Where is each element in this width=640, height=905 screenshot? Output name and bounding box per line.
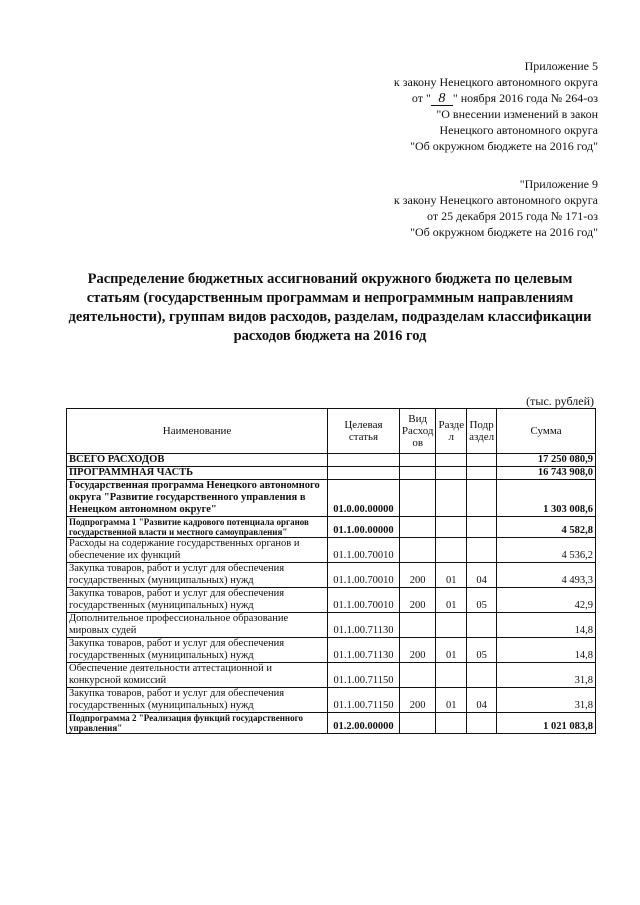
cell-podrazdel [467, 713, 497, 734]
cell-sum: 14,8 [497, 638, 596, 663]
cell-podrazdel [467, 517, 497, 538]
appendix-5-line: "Об окружном бюджете на 2016 год" [410, 139, 598, 153]
cell-vid [399, 517, 436, 538]
cell-vid [399, 613, 436, 638]
table-row [67, 467, 596, 480]
table-row [67, 713, 596, 734]
cell-name: Обеспечение деятельности аттестационной и конкурсной комиссий [67, 663, 328, 688]
cell-podrazdel [467, 538, 497, 563]
cell-vid: 200 [399, 563, 436, 588]
cell-razdel [436, 467, 467, 480]
date-suffix: " ноября 2016 года № 264-оз [452, 91, 598, 105]
cell-name: Закупка товаров, работ и услуг для обеспечения государственных (муниципальных) нужд [67, 688, 328, 713]
cell-podrazdel [467, 467, 497, 480]
cell-sum: 16 743 908,0 [497, 467, 596, 480]
cell-code: 01.1.00.71150 [328, 688, 400, 713]
cell-razdel: 01 [436, 638, 467, 663]
cell-razdel: 01 [436, 588, 467, 613]
table-row [67, 638, 596, 663]
cell-code: 01.1.00.70010 [328, 538, 400, 563]
cell-sum: 4 536,2 [497, 538, 596, 563]
appendix-5-line: "О внесении изменений в закон [436, 107, 598, 121]
cell-code: 01.0.00.00000 [328, 480, 400, 517]
appendix-9-block [338, 176, 598, 240]
appendix-9-line: "Приложение 9 [519, 177, 598, 191]
budget-table [66, 408, 596, 734]
cell-sum: 14,8 [497, 613, 596, 638]
cell-vid [399, 713, 436, 734]
cell-podrazdel [467, 454, 497, 467]
appendix-9-line: "Об окружном бюджете на 2016 год" [410, 225, 598, 239]
appendix-5-block [338, 58, 598, 154]
cell-razdel: 01 [436, 563, 467, 588]
cell-name: ВСЕГО РАСХОДОВ [67, 454, 328, 467]
cell-sum: 1 303 008,6 [497, 480, 596, 517]
cell-name: Государственная программа Ненецкого автономного округа "Развитие государственного управления в Ненецком автономном округе" [67, 480, 328, 517]
cell-sum: 17 250 080,9 [497, 454, 596, 467]
cell-podrazdel [467, 613, 497, 638]
header-name: Наименование [67, 409, 328, 454]
cell-podrazdel [467, 480, 497, 517]
table-row [67, 454, 596, 467]
date-prefix: от " [411, 91, 431, 105]
header-vid: Вид Расход ов [399, 409, 436, 454]
cell-sum: 4 493,3 [497, 563, 596, 588]
appendix-5-date-line [338, 90, 598, 106]
cell-razdel [436, 480, 467, 517]
header-sum: Сумма [497, 409, 596, 454]
cell-razdel [436, 538, 467, 563]
cell-code: 01.1.00.70010 [328, 588, 400, 613]
table-row [67, 538, 596, 563]
cell-vid [399, 480, 436, 517]
units-label: (тыс. рублей) [526, 394, 594, 408]
cell-vid: 200 [399, 588, 436, 613]
header-podrazdel: Подр аздел [467, 409, 497, 454]
cell-name: Закупка товаров, работ и услуг для обеспечения государственных (муниципальных) нужд [67, 588, 328, 613]
cell-razdel [436, 454, 467, 467]
appendix-5-line: Приложение 5 [524, 59, 598, 73]
handwritten-day: 8 [431, 92, 453, 106]
cell-name: Закупка товаров, работ и услуг для обеспечения государственных (муниципальных) нужд [67, 638, 328, 663]
table-row [67, 688, 596, 713]
cell-code: 01.1.00.71130 [328, 638, 400, 663]
cell-sum: 31,8 [497, 688, 596, 713]
appendix-5-line: к закону Ненецкого автономного округа [393, 75, 598, 89]
cell-podrazdel: 04 [467, 563, 497, 588]
table-header-row [67, 409, 596, 454]
cell-name: Закупка товаров, работ и услуг для обеспечения государственных (муниципальных) нужд [67, 563, 328, 588]
cell-vid [399, 467, 436, 480]
cell-name: Расходы на содержание государственных органов и обеспечение их функций [67, 538, 328, 563]
cell-podrazdel: 04 [467, 688, 497, 713]
cell-code: 01.1.00.71130 [328, 613, 400, 638]
appendix-9-line: к закону Ненецкого автономного округа [393, 193, 598, 207]
cell-sum: 4 582,8 [497, 517, 596, 538]
cell-vid [399, 454, 436, 467]
cell-razdel [436, 713, 467, 734]
cell-vid: 200 [399, 638, 436, 663]
header-razdel: Разде л [436, 409, 467, 454]
cell-sum: 42,9 [497, 588, 596, 613]
cell-code: 01.1.00.00000 [328, 517, 400, 538]
table-row [67, 563, 596, 588]
cell-vid: 200 [399, 688, 436, 713]
cell-code [328, 454, 400, 467]
table-row [67, 480, 596, 517]
table-row [67, 613, 596, 638]
cell-name: Подпрограмма 1 "Развитие кадрового потенциала органов государственной власти и местного самоуправления" [67, 517, 328, 538]
cell-razdel: 01 [436, 688, 467, 713]
cell-podrazdel [467, 663, 497, 688]
cell-sum: 31,8 [497, 663, 596, 688]
cell-code: 01.1.00.71150 [328, 663, 400, 688]
cell-razdel [436, 663, 467, 688]
cell-razdel [436, 613, 467, 638]
cell-code [328, 467, 400, 480]
table-row [67, 663, 596, 688]
cell-podrazdel: 05 [467, 638, 497, 663]
table-row [67, 517, 596, 538]
cell-podrazdel: 05 [467, 588, 497, 613]
cell-code: 01.1.00.70010 [328, 563, 400, 588]
header-code: Целевая статья [328, 409, 400, 454]
cell-name: Дополнительное профессиональное образование мировых судей [67, 613, 328, 638]
document-title: Распределение бюджетных ассигнований окружного бюджета по целевым статьям (государственным программам и непрограммным направлениям деятельности), группам видов расходов, разделам, подразделам классификации расходов бюджета на 2016 год [68, 271, 592, 344]
cell-name: Подпрограмма 2 "Реализация функций государственного управления" [67, 713, 328, 734]
cell-sum: 1 021 083,8 [497, 713, 596, 734]
cell-code: 01.2.00.00000 [328, 713, 400, 734]
cell-name: ПРОГРАММНАЯ ЧАСТЬ [67, 467, 328, 480]
cell-razdel [436, 517, 467, 538]
appendix-5-line: Ненецкого автономного округа [439, 123, 598, 137]
cell-vid [399, 663, 436, 688]
appendix-9-line: от 25 декабря 2015 года № 171-оз [426, 209, 598, 223]
table-row [67, 588, 596, 613]
cell-vid [399, 538, 436, 563]
